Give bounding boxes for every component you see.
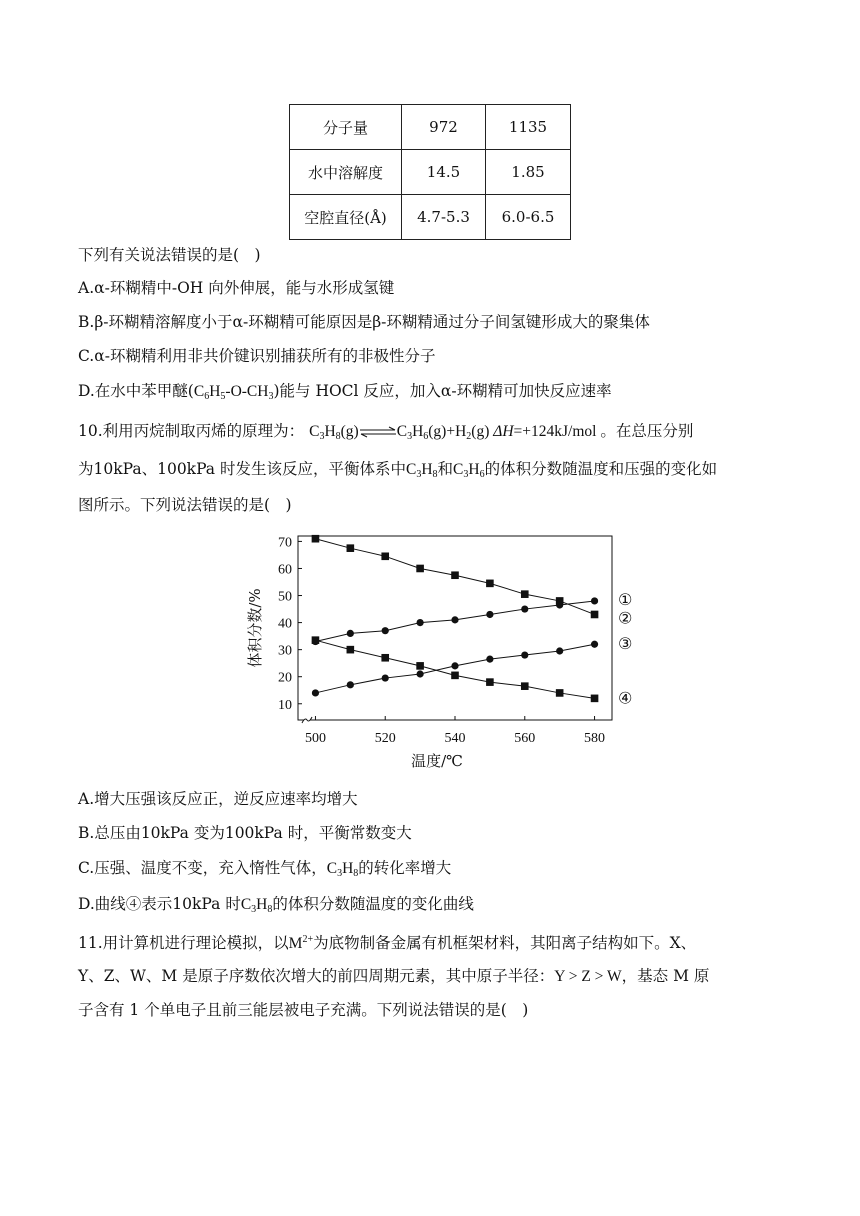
series-label: ④	[618, 688, 633, 708]
data-point	[347, 630, 354, 637]
data-point	[312, 535, 320, 543]
data-point	[521, 590, 529, 598]
x-tick-label: 520	[374, 731, 396, 746]
data-point	[521, 682, 529, 690]
equilibrium-arrow-icon	[359, 426, 397, 438]
y-tick-label: 30	[278, 643, 292, 659]
q9-option-b: B.β-环糊精溶解度小于α-环糊精可能原因是β-环糊精通过分子间氢键形成大的聚集体	[78, 313, 650, 331]
y-tick-label: 70	[278, 535, 292, 551]
data-point	[451, 616, 458, 623]
y-tick-label: 20	[278, 670, 292, 686]
x-tick-label: 500	[304, 731, 326, 746]
q11-stem-line3: 子含有 1 个单电子且前三能层被电子充满。下列说法错误的是( )	[78, 1001, 529, 1019]
table-cell: 4.7-5.3	[402, 195, 486, 240]
series-label: ①	[618, 589, 633, 609]
data-point	[591, 695, 599, 703]
y-tick-label: 10	[278, 697, 292, 713]
q10-stem-line3: 图所示。下列说法错误的是( )	[78, 496, 292, 514]
anisole-formula: $C_6H_5-O-CH_3$	[193, 383, 274, 402]
data-point	[556, 597, 564, 605]
data-point	[451, 662, 458, 669]
q10-option-d: D.曲线④表示10kPa 时$C_3H_8$的体积分数随温度的变化曲线	[78, 895, 474, 915]
q10-stem-line1: 10.利用丙烷制取丙烯的原理为： $C_3H_8(g)$ $C_3H_6(g)+H_2(g)$ ΔH=+124kJ/mol 。在总压分别	[78, 422, 694, 442]
data-point	[521, 651, 528, 658]
data-point	[381, 552, 389, 560]
data-point	[591, 597, 598, 604]
data-point	[417, 619, 424, 626]
data-point	[382, 627, 389, 634]
data-point	[347, 544, 355, 552]
data-point	[556, 689, 564, 697]
data-point	[417, 670, 424, 677]
data-point	[591, 641, 598, 648]
series-label: ②	[618, 608, 633, 628]
q10-option-c: C.压强、温度不变，充入惰性气体，$C_3H_8$的转化率增大	[78, 859, 452, 879]
q10-option-a: A.增大压强该反应正，逆反应速率均增大	[78, 790, 358, 808]
property-table	[289, 104, 571, 240]
data-point	[312, 636, 320, 644]
volume-fraction-chart	[240, 528, 633, 776]
table-cell: 水中溶解度	[290, 150, 402, 195]
table-cell: 1.85	[486, 150, 571, 195]
x-tick-label: 540	[444, 731, 466, 746]
data-point	[451, 672, 459, 680]
data-point	[521, 605, 528, 612]
data-point	[486, 678, 494, 686]
y-axis-label: 体积分数/%	[246, 588, 264, 668]
q9-option-c: C.α-环糊精利用非共价键识别捕获所有的非极性分子	[78, 347, 436, 365]
data-point	[382, 674, 389, 681]
table-cell: 空腔直径(Å)	[290, 195, 402, 240]
x-tick-label: 560	[514, 731, 536, 746]
y-tick-label: 50	[278, 589, 292, 605]
y-tick-label: 40	[278, 616, 292, 632]
table-cell: 972	[402, 105, 486, 150]
q11-stem-line1: 11.用计算机进行理论模拟，以$M^{2+}$为底物制备金属有机框架材料，其阳离子结构如下。X、	[78, 934, 697, 952]
q10-option-b: B.总压由10kPa 变为100kPa 时，平衡常数变大	[78, 824, 412, 842]
data-point	[486, 656, 493, 663]
q11-stem-line2: Y、Z、W、M 是原子序数依次增大的前四周期元素，其中原子半径：Y > Z > W，基态 M 原	[78, 967, 710, 985]
table-cell: 1135	[486, 105, 571, 150]
table-cell: 14.5	[402, 150, 486, 195]
data-point	[486, 611, 493, 618]
table-row	[290, 105, 571, 150]
x-axis-label: 温度/℃	[411, 752, 463, 770]
data-point	[416, 662, 424, 670]
data-point	[347, 681, 354, 688]
plot-frame	[298, 536, 612, 720]
table-cell: 分子量	[290, 105, 402, 150]
q9-option-a: A.α-环糊精中-OH 向外伸展，能与水形成氢键	[78, 279, 395, 297]
q9-stem: 下列有关说法错误的是( )	[78, 246, 261, 264]
data-point	[591, 611, 599, 619]
data-point	[312, 689, 319, 696]
q9-option-d: D.在水中苯甲醚$(C_6H_5-O-CH_3)$能与 HOCl 反应，加入α-环糊精可加快反应速率	[78, 382, 612, 402]
data-point	[556, 647, 563, 654]
data-point	[416, 565, 424, 573]
data-point	[486, 580, 494, 588]
x-tick-label: 580	[584, 731, 606, 746]
reaction-equation: $C_3H_8(g)$ $C_3H_6(g)+H_2(g)$ ΔH=+124kJ/mol	[309, 423, 597, 442]
data-point	[347, 646, 355, 654]
table-row	[290, 195, 571, 240]
series-label: ③	[618, 634, 633, 654]
q10-stem-line2: 为10kPa、100kPa 时发生该反应，平衡体系中$C_3H_8$和$C_3H_6$的体积分数随温度和压强的变化如	[78, 460, 718, 480]
data-point	[451, 571, 459, 579]
data-point	[381, 654, 389, 662]
table-cell: 6.0-6.5	[486, 195, 571, 240]
table-row	[290, 150, 571, 195]
y-tick-label: 60	[278, 562, 292, 578]
